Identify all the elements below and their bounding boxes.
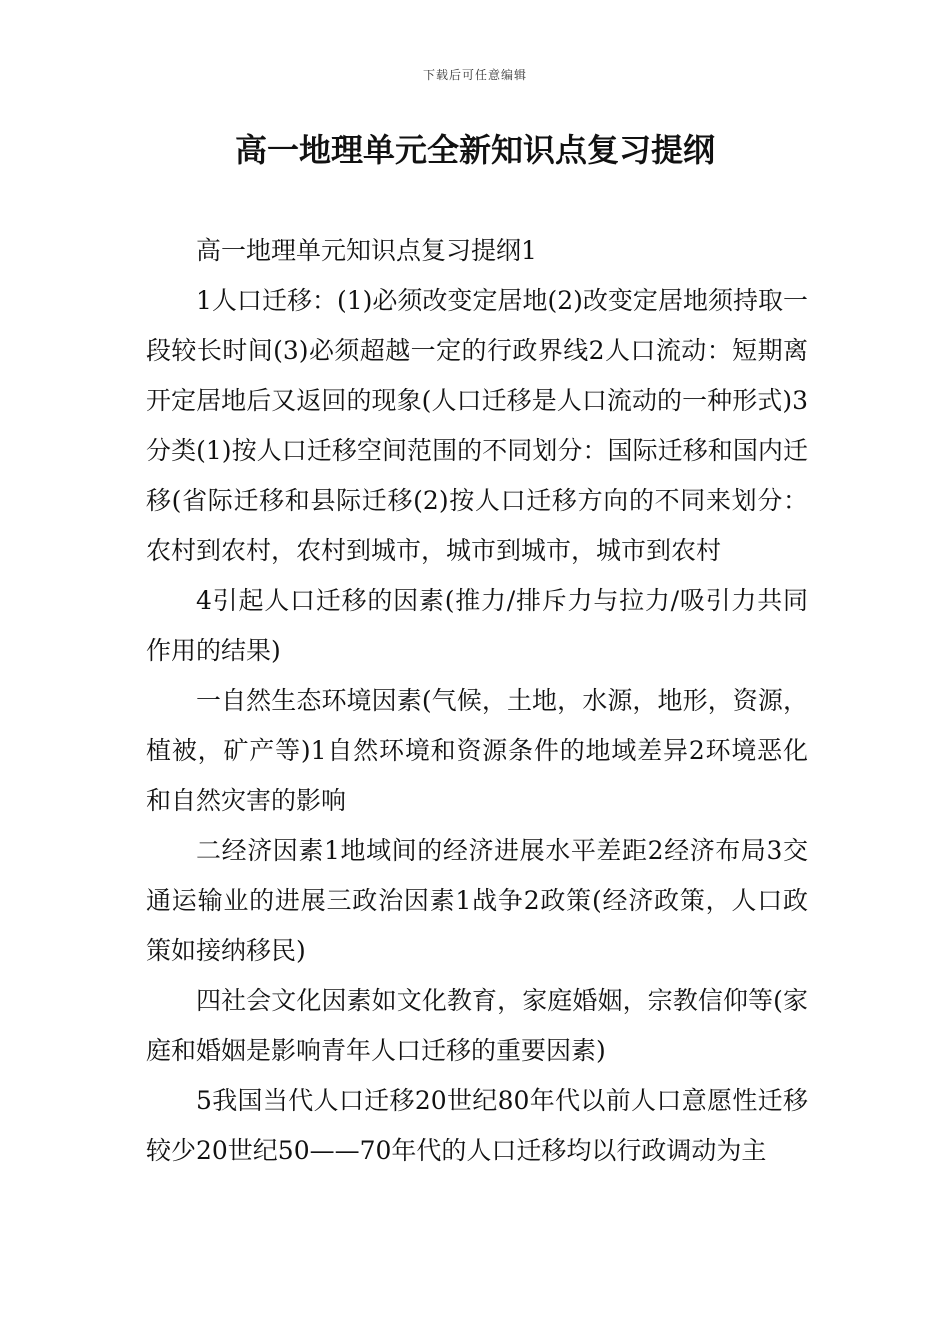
paragraph-natural-factors: 一自然生态环境因素(气候，土地，水源，地形，资源，植被，矿产等)1自然环境和资源条件的地域差异2环境恶化和自然灾害的影响 [146,686,808,815]
paragraph-china-migration: 5我国当代人口迁移20世纪80年代以前人口意愿性迁移较少20世纪50——70年代的人口迁移均以行政调动为主 [146,1086,808,1165]
paragraph-subtitle: 高一地理单元知识点复习提纲1 [196,236,537,265]
paragraph-migration-factors: 4引起人口迁移的因素(推力/排斥力与拉力/吸引力共同作用的结果) [146,586,808,665]
document-title: 高一地理单元全新知识点复习提纲 [234,131,715,169]
paragraph-economic-political-factors: 二经济因素1地域间的经济进展水平差距2经济布局3交通运输业的进展三政治因素1战争2政策(经济政策，人口政策如接纳移民) [146,836,808,965]
document-body [146,226,808,1176]
header-note: 下载后可任意编辑 [422,68,527,82]
paragraph-social-cultural-factors: 四社会文化因素如文化教育，家庭婚姻，宗教信仰等(家庭和婚姻是影响青年人口迁移的重要因素) [146,986,808,1065]
paragraph-migration-definition: 1人口迁移：(1)必须改变定居地(2)改变定居地须持取一段较长时间(3)必须超越一定的行政界线2人口流动：短期离开定居地后又返回的现象(人口迁移是人口流动的一种形式)3分类(1)按人口迁移空间范围的不同划分：国际迁移和国内迁移(省际迁移和县际迁移(2)按人口迁移方向的不同来划分：农村到农村，农村到城市，城市到城市，城市到农村 [146,286,808,565]
